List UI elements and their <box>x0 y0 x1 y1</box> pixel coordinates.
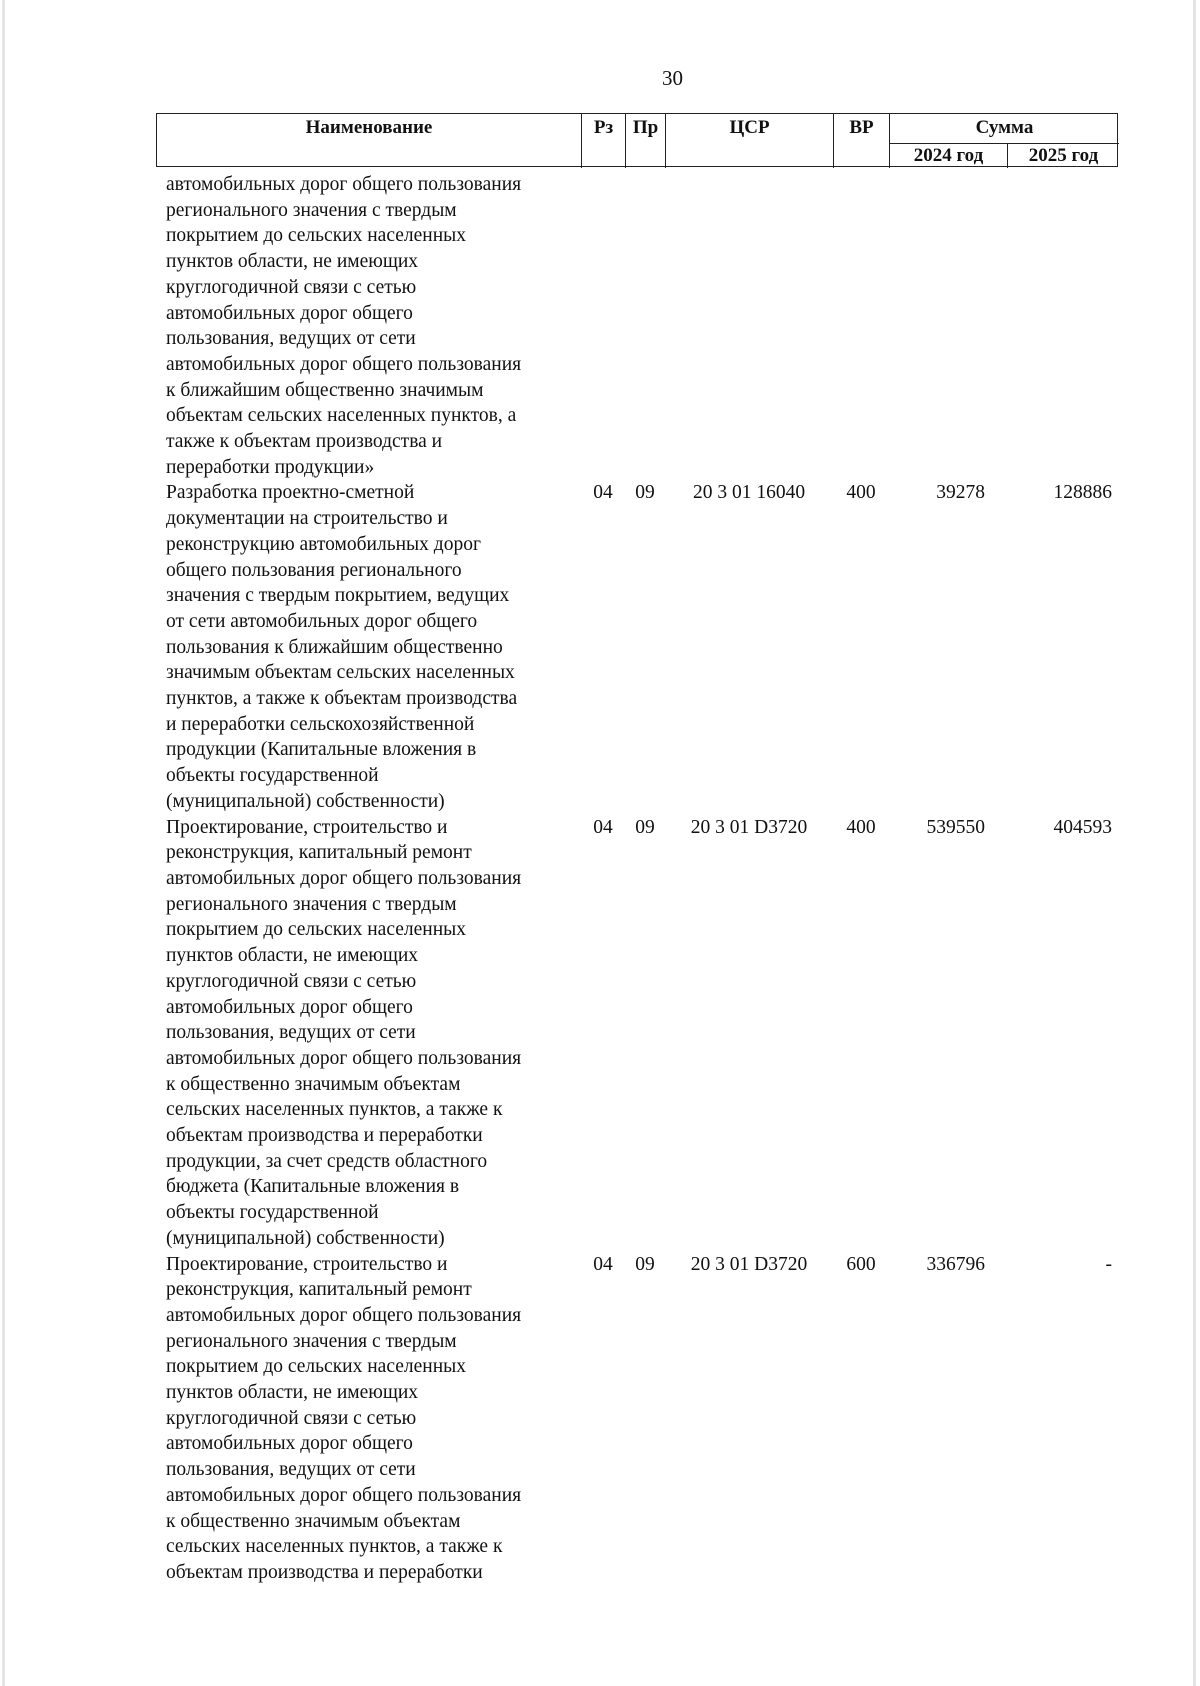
row-pr: 09 <box>635 1253 655 1275</box>
header-vr: ВР <box>834 114 890 168</box>
row-rz: 04 <box>593 482 613 504</box>
row-sum-2025: 404593 <box>1053 816 1112 838</box>
table-header <box>156 113 1118 167</box>
header-year-2025: 2025 год <box>1028 145 1099 166</box>
table-body <box>156 172 1118 1586</box>
header-name: Наименование <box>157 114 582 168</box>
row-csr: 20 3 01 D3720 <box>690 1253 808 1275</box>
page-number: 30 <box>662 66 683 90</box>
row-name: Проектирование, строительство и реконструкция, капитальный ремонт автомобильных дорог общего пользования регионального значения с твердым покрытием до сельских населенных пунктов области, не имеющих круглогодичной связи с сетью автомобильных дорог общего пользования, ведущих от сети автомобильных дорог общего пользования к общественно значимым объектам сельских населенных пунктов, а также к объектам производства и переработки <box>166 1253 522 1583</box>
row-pr: 09 <box>635 482 655 504</box>
table-row <box>156 815 1118 1252</box>
row-sum-2024: 336796 <box>926 1253 985 1275</box>
row-sum-2024: 39278 <box>936 482 985 504</box>
header-year-2024: 2024 год <box>890 144 1008 168</box>
header-csr: ЦСР <box>666 114 834 168</box>
row-rz: 04 <box>593 816 613 838</box>
row-csr: 20 3 01 D3720 <box>690 816 808 838</box>
header-rz: Рз <box>582 114 626 168</box>
row-vr: 600 <box>846 1253 876 1275</box>
row-name: Разработка проектно-сметной документации на строительство и реконструкцию автомобильных дорог общего пользования регионального значения с твердым покрытием, ведущих от сети автомобильных дорог общего пользования к ближайшим общественно значимым объектам сельских населенных пунктов, а также к объектам производства и переработки сельскохозяйственной продукции (Капитальные вложения в объекты государственной (муниципальной) собственности) <box>166 482 518 812</box>
table-row <box>156 1252 1118 1586</box>
scan-edge-right <box>1193 0 1196 1686</box>
row-rz: 04 <box>593 1253 613 1275</box>
table-row <box>156 480 1118 814</box>
row-sum-2024: 539550 <box>926 816 985 838</box>
table-row <box>156 172 1118 480</box>
row-sum-2025: - <box>1105 1253 1112 1275</box>
row-sum-2025: 128886 <box>1053 482 1112 504</box>
row-name: автомобильных дорог общего пользования регионального значения с твердым покрытием до сельских населенных пунктов области, не имеющих круглогодичной связи с сетью автомобильных дорог общего пользования, ведущих от сети автомобильных дорог общего пользования к ближайшим общественно значимым объектам сельских населенных пунктов, а также к объектам производства и переработки продукции» <box>166 174 522 478</box>
row-name: Проектирование, строительство и реконструкция, капитальный ремонт автомобильных дорог общего пользования регионального значения с твердым покрытием до сельских населенных пунктов области, не имеющих круглогодичной связи с сетью автомобильных дорог общего пользования, ведущих от сети автомобильных дорог общего пользования к общественно значимым объектам сельских населенных пунктов, а также к объектам производства и переработки продукции, за счет средств областного бюджета (Капитальные вложения в объекты государственной (муниципальной) собственности) <box>166 816 522 1249</box>
header-pr: Пр <box>626 114 666 168</box>
row-pr: 09 <box>635 816 655 838</box>
scan-edge-left <box>2 0 5 1686</box>
row-vr: 400 <box>846 482 876 504</box>
header-sum: Сумма <box>890 114 1119 144</box>
row-csr: 20 3 01 16040 <box>692 482 806 504</box>
row-vr: 400 <box>846 816 876 838</box>
